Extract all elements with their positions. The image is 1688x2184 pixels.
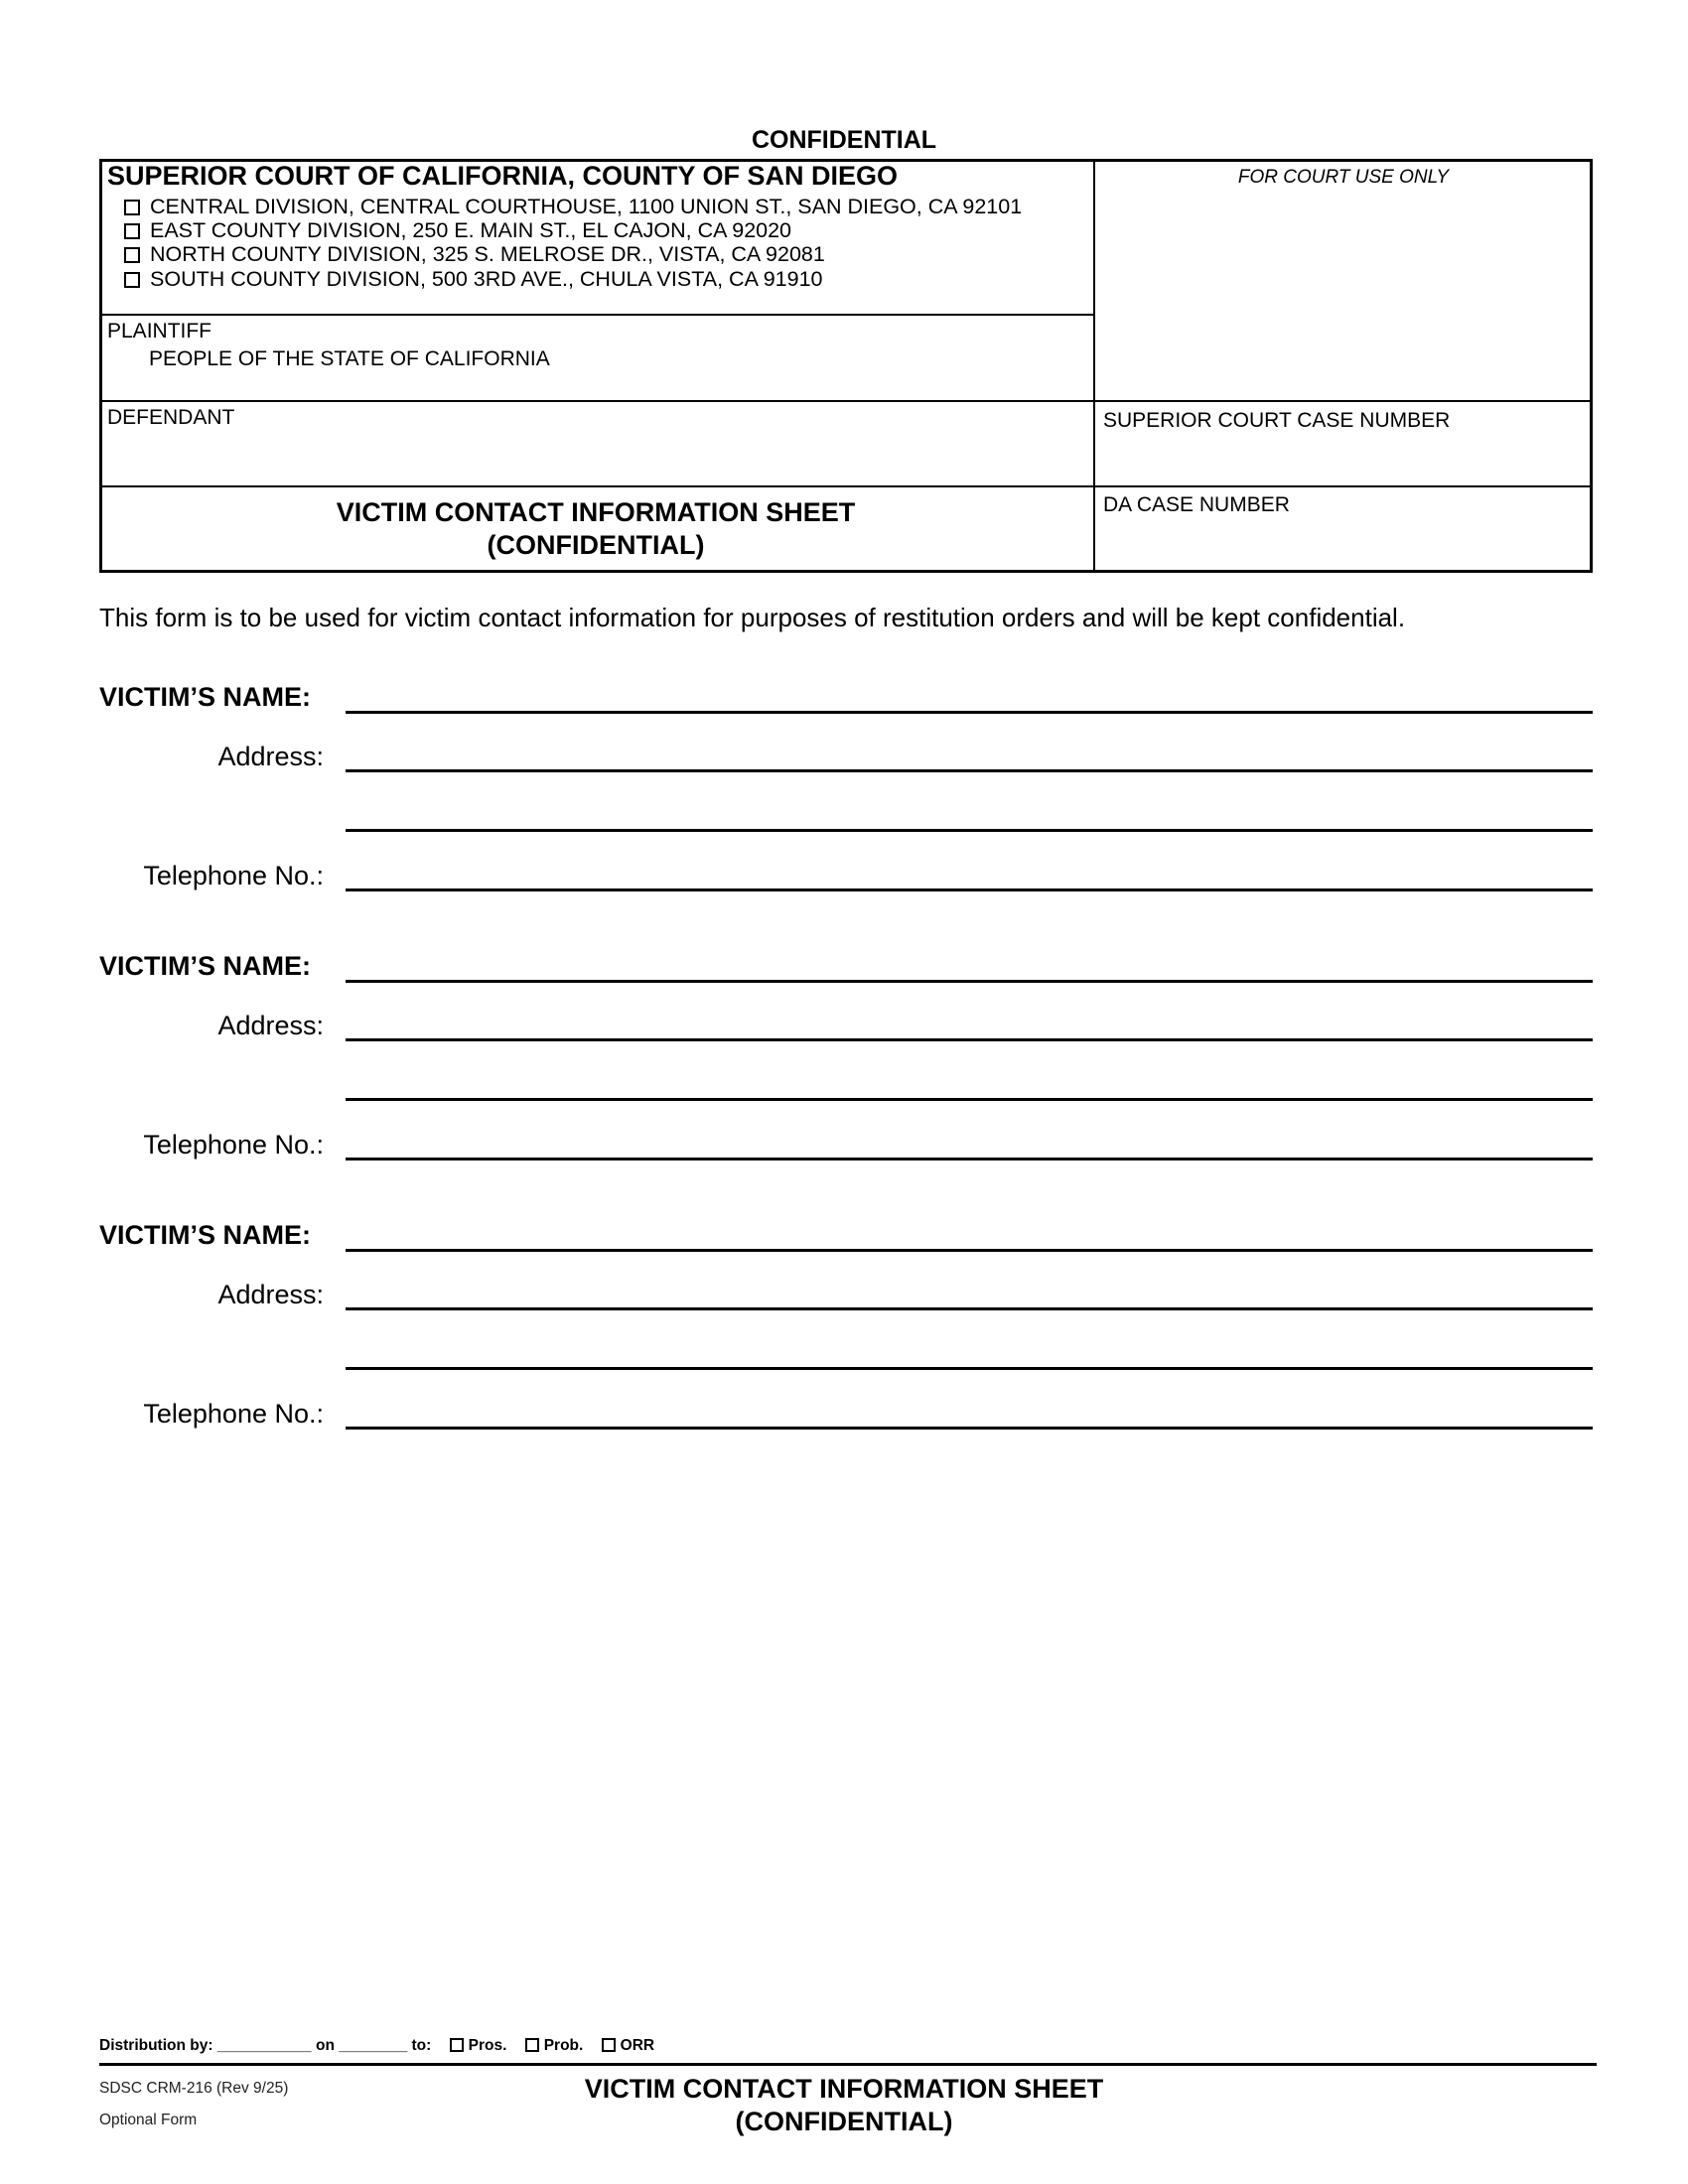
address-line-1-field[interactable] [346, 1038, 1593, 1041]
plaintiff-label: PLAINTIFF [107, 320, 212, 342]
footer-title-line2: (CONFIDENTIAL) [735, 2107, 953, 2136]
plaintiff-value[interactable]: PEOPLE OF THE STATE OF CALIFORNIA [149, 347, 550, 370]
victim-name-field[interactable] [346, 1249, 1593, 1252]
confidential-heading: CONFIDENTIAL [751, 126, 937, 154]
victim-name-field[interactable] [346, 711, 1593, 714]
division-north [124, 242, 825, 267]
footer-title-line1: VICTIM CONTACT INFORMATION SHEET [584, 2074, 1104, 2104]
telephone-label: Telephone No.: [143, 1130, 324, 1160]
address-label: Address: [217, 1280, 324, 1309]
orr-checkbox[interactable] [602, 2038, 616, 2052]
victim-name-label: VICTIM’S NAME: [99, 682, 311, 712]
prob-checkbox[interactable] [525, 2038, 539, 2052]
footer-divider [99, 2063, 1597, 2066]
division-label: NORTH COUNTY DIVISION, 325 S. MELROSE DR., VISTA, CA 92081 [150, 242, 825, 266]
optional-form-label: Optional Form [99, 2112, 198, 2128]
address-line-1-field[interactable] [346, 769, 1593, 772]
court-title: SUPERIOR COURT OF CALIFORNIA, COUNTY OF SAN DIEGO [107, 161, 899, 191]
division-label: EAST COUNTY DIVISION, 250 E. MAIN ST., EL CAJON, CA 92020 [150, 218, 792, 242]
telephone-label: Telephone No.: [143, 861, 324, 890]
address-line-2-field[interactable] [346, 829, 1593, 832]
division-label: SOUTH COUNTY DIVISION, 500 3RD AVE., CHULA VISTA, CA 91910 [150, 267, 823, 291]
defendant-label: DEFENDANT [107, 406, 235, 429]
court-use-only-label: FOR COURT USE ONLY [1237, 167, 1450, 188]
to-label: to: [411, 2037, 432, 2054]
telephone-field[interactable] [346, 1427, 1593, 1430]
prob-label: Prob. [543, 2037, 584, 2054]
on-label: on [315, 2037, 335, 2054]
superior-court-case-number-label: SUPERIOR COURT CASE NUMBER [1103, 409, 1451, 432]
pros-label: Pros. [468, 2037, 507, 2054]
address-line-1-field[interactable] [346, 1307, 1593, 1310]
east-division-checkbox[interactable] [124, 223, 140, 239]
central-division-checkbox[interactable] [124, 200, 140, 215]
telephone-field[interactable] [346, 888, 1593, 891]
distribution-date-blank[interactable]: ________ [339, 2037, 408, 2054]
north-division-checkbox[interactable] [124, 247, 140, 263]
address-label: Address: [217, 1011, 324, 1040]
form-title [99, 496, 1092, 562]
distribution-by-label: Distribution by: [99, 2037, 213, 2054]
division-central [124, 195, 1022, 219]
telephone-field[interactable] [346, 1158, 1593, 1160]
victim-name-label: VICTIM’S NAME: [99, 951, 311, 981]
address-label: Address: [217, 742, 324, 771]
intro-text: This form is to be used for victim contact information for purposes of restitution orders and will be kept confidential. [99, 603, 1406, 632]
south-division-checkbox[interactable] [124, 272, 140, 288]
form-title-line2: (CONFIDENTIAL) [487, 530, 705, 560]
distribution-by-blank[interactable]: ___________ [216, 2037, 312, 2054]
orr-label: ORR [620, 2037, 655, 2054]
telephone-label: Telephone No.: [143, 1399, 324, 1429]
victim-name-field[interactable] [346, 980, 1593, 983]
address-line-2-field[interactable] [346, 1367, 1593, 1370]
form-number: SDSC CRM-216 (Rev 9/25) [99, 2080, 289, 2097]
division-east [124, 218, 791, 243]
division-label: CENTRAL DIVISION, CENTRAL COURTHOUSE, 1100 UNION ST., SAN DIEGO, CA 92101 [150, 195, 1023, 218]
distribution-row [99, 2037, 654, 2055]
defendant-value[interactable] [149, 437, 1072, 467]
pros-checkbox[interactable] [450, 2038, 464, 2052]
form-title-line1: VICTIM CONTACT INFORMATION SHEET [336, 497, 856, 527]
division-south [124, 267, 822, 292]
address-line-2-field[interactable] [346, 1098, 1593, 1101]
da-case-number-label: DA CASE NUMBER [1103, 493, 1290, 516]
victim-name-label: VICTIM’S NAME: [99, 1220, 311, 1250]
footer-title [496, 2073, 1192, 2138]
